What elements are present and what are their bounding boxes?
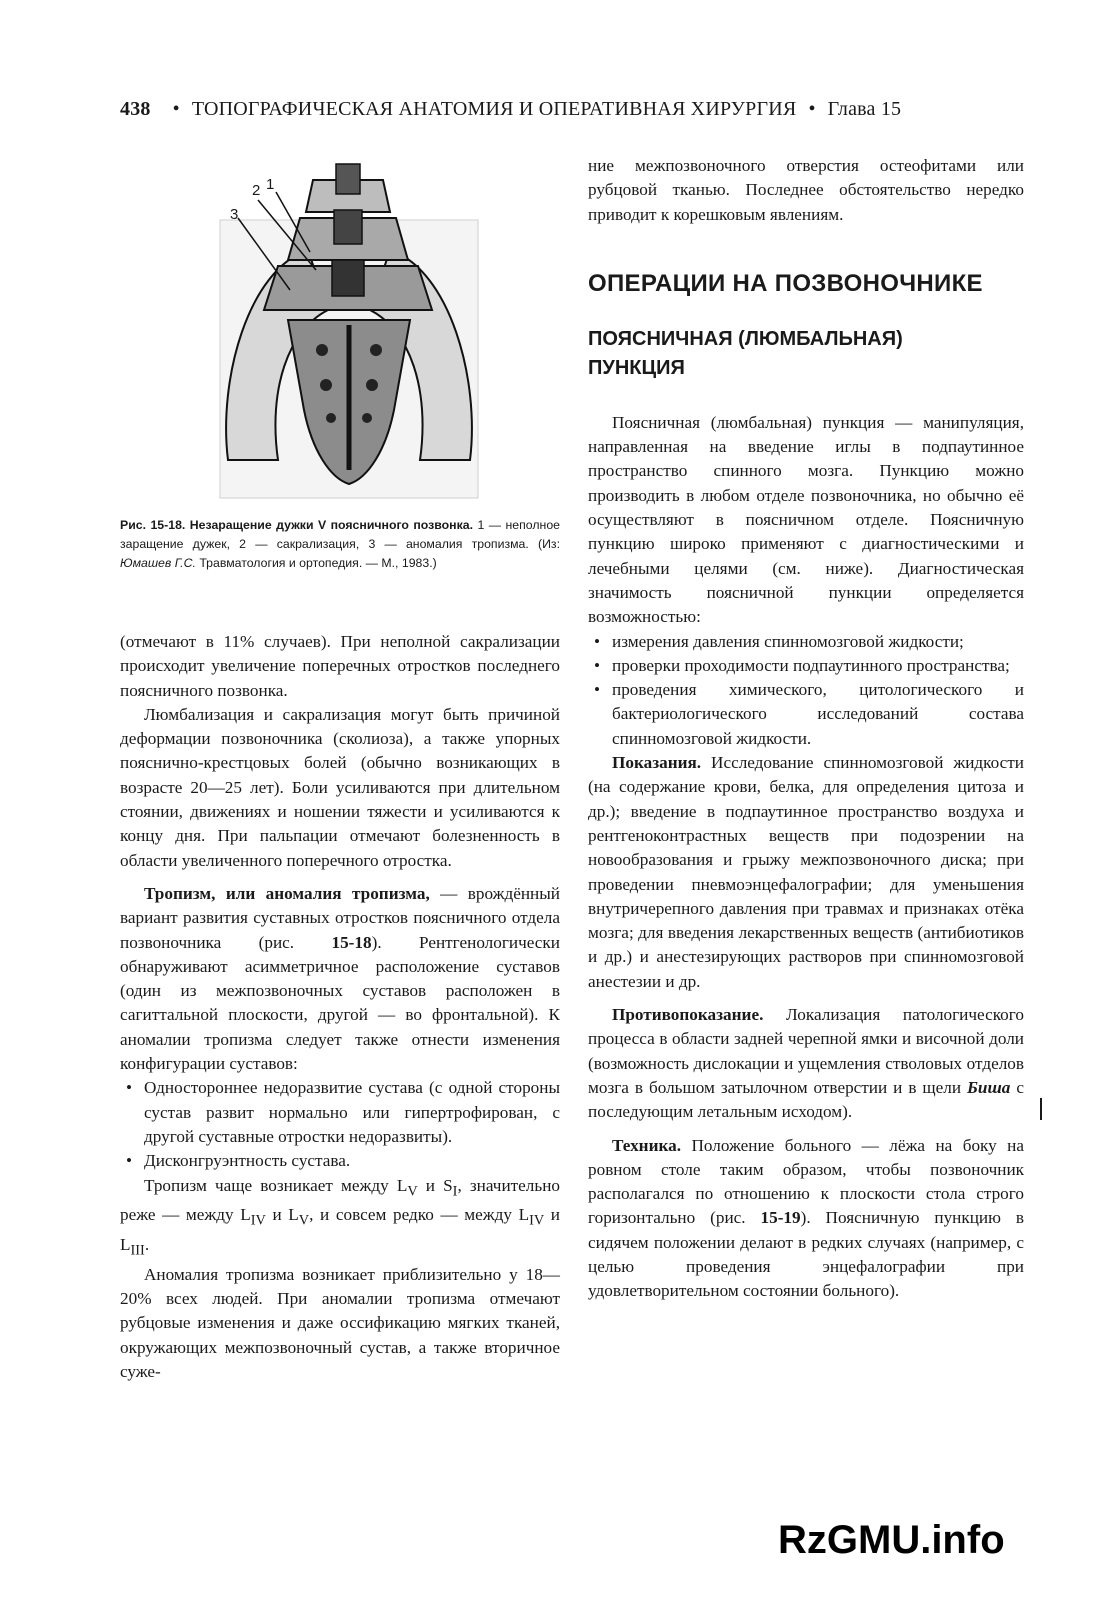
term-bichat: Биша [967, 1077, 1011, 1097]
list-item: • проверки проходимости подпаутинного пространства; [588, 654, 1024, 678]
paragraph-vertebrae [120, 1174, 560, 1263]
text-span: , значительно реже — между L [120, 1175, 560, 1225]
paragraph: Поясничная (люмбальная) пункция — манипуляция, направленная на введение иглы в подпаутинное пространство спинного мозга. Пункцию можно производить в любом отделе позвоночника, но обычно её осуществляют в поясничном отделе. Поясничную пункцию широко применяют с диагностическими и лечебными целями (см. ниже). Диагностическая значимость поясничной пункции определяется возможностью: [588, 412, 1024, 627]
list-item: • проведения химического, цитологического и бактериологического исследований состава спинномозговой жидкости. [588, 678, 1024, 751]
section-title: ОПЕРАЦИИ НА ПОЗВОНОЧНИКЕ [588, 269, 983, 297]
text-span: , и совсем редко — между L [309, 1205, 530, 1225]
list-item: • измерения давления спинномозговой жидкости; [588, 630, 1024, 654]
text-span: Положение больного — лёжа на боку на ровном столе таким образом, чтобы позвоночник располагался по отношению к плоскости стола строго горизонтально (рис. [588, 1135, 1024, 1228]
spine-drawing [218, 160, 480, 500]
list-item: • Одностороннее недоразвитие сустава (с одной стороны сустав развит нормально или гипертрофирован, с другой суставные отростки недоразвиты). [120, 1076, 560, 1149]
text-span: с последующим летальным исходом). [588, 1077, 1024, 1122]
subsection-title: ПОЯСНИЧНАЯ (ЛЮМБАЛЬНАЯ) ПУНКЦИЯ [588, 327, 903, 379]
paragraph: Аномалия тропизма возникает приблизительно у 18—20% всех людей. При аномалии тропизма отмечают рубцовые изменения и даже оссификацию мягких тканей, окружающих межпозвоночный сустав, а также вторичное суже- [120, 1264, 560, 1381]
watermark: RzGMU.info [778, 1518, 1005, 1562]
text-span: . [144, 1235, 150, 1254]
paragraph: Люмбализация и сакрализация могут быть причиной деформации позвоночника (сколиоза), а также упорных пояснично-крестцовых болей (обычно возникающих в возрасте 20—25 лет). Боли усиливаются при длительном стоянии, движениях и ношении тяжести и усиливаются к концу дня. При пальпации отмечают болезненность в области увеличенного поперечного отростка. [120, 704, 560, 870]
paragraph-indications [588, 751, 1024, 994]
subscript: I [452, 1182, 458, 1199]
text-span: и L [265, 1205, 299, 1225]
header-bullet-2: • [808, 98, 816, 120]
text-span: Локализация патологического процесса в области задней черепной ямки и височной доли (возможность дислокации и ущемления стволовых отделов мозга в большом затылочном отверстии и в щели [588, 1005, 1024, 1097]
text-span: — врождённый вариант развития суставных отростков поясничного отдела позвоночника (рис. [120, 883, 560, 952]
text-span: Исследование спинномозговой жидкости (на содержание крови, белка, для определения цитоза и др.); введение в подпаутинное пространство воздуха и рентгеноконтрастных веществ при подозрении на новообразования и грыжу межпозвоночного диска; при проведении пневмоэнцефалографии; для уменьшения внутричерепного давления при травмах и признаках отёка мозга; для введения лекарственных веществ (антибиотиков и др.) и анестезирующих растворов при спинномозговой анестезии и др. [588, 753, 1024, 991]
paragraph: ние межпозвоночного отверстия остеофитами или рубцовой тканью. Последнее обстоятельство нередко приводит к корешковым явлениям. [588, 156, 1024, 224]
figure-spine-illustration [218, 160, 480, 500]
bullet-list [120, 1076, 560, 1173]
paragraph-tropism [120, 882, 560, 1076]
left-column [120, 630, 560, 1384]
text-span: ). Рентгенологически обнаруживают асимметричное расположение суставов (один из межпозвоночных суставов расположен в сагиттальной плоскости, другой — во фронтальной). К аномалии тропизма следует также отнести изменения конфигурации суставов: [120, 932, 560, 1074]
paragraph: (отмечают в 11% случаев). При неполной сакрализации происходит увеличение поперечных отростков последнего поясничного позвонка. [120, 632, 560, 700]
figure-label-2: 1 [266, 176, 275, 193]
text-span: и L [120, 1205, 561, 1254]
figure-label-1: 2 [252, 182, 261, 199]
text-span: Тропизм чаще возникает между L [144, 1175, 408, 1195]
term-technique: Техника. [612, 1135, 682, 1155]
caption-source: Травматология и ортопедия. — М., 1983.) [195, 556, 437, 570]
figure-ref: 15-18 [331, 932, 372, 952]
subscript: IV [529, 1212, 545, 1229]
figure-ref: 15-19 [760, 1208, 801, 1228]
subscript: IV [250, 1212, 266, 1229]
paragraph-technique [588, 1134, 1024, 1304]
margin-change-bar [1040, 1098, 1042, 1120]
running-header [120, 98, 960, 121]
term-indications: Показания. [612, 753, 702, 773]
term-contraindication: Противопоказание. [612, 1005, 764, 1025]
caption-text: 1 — неполное заращение дужек, 2 — сакрализация, 3 — аномалия тропизма. (Из: [120, 518, 560, 551]
caption-lead: Рис. 15-18. Незаращение дужки V поясничного позвонка. [120, 518, 474, 532]
subscript: III [130, 1242, 145, 1259]
header-bullet: • [172, 98, 180, 120]
subscript: V [407, 1182, 418, 1199]
paragraph-contraindications [588, 1003, 1024, 1124]
caption-author: Юмашев Г.С. [120, 556, 196, 570]
text-span: ). Поясничную пункцию в сидячем положении делают в редких случаях (например, с целью проведения энцефалографии при удовлетворительном состоянии больного). [588, 1208, 1024, 1301]
right-column [588, 154, 1024, 1304]
bullet-list [588, 630, 1024, 751]
page-number: 438 [120, 98, 151, 120]
chapter-label: Глава 15 [827, 98, 902, 120]
book-title: ТОПОГРАФИЧЕСКАЯ АНАТОМИЯ И ОПЕРАТИВНАЯ ХИРУРГИЯ [191, 98, 797, 120]
text-span: и S [417, 1175, 453, 1195]
subscript: V [298, 1212, 310, 1229]
figure-caption [120, 516, 560, 573]
figure-label-3: 3 [230, 206, 239, 223]
term-tropism: Тропизм, или аномалия тропизма, [144, 883, 430, 903]
list-item: • Дисконгруэнтность сустава. [120, 1149, 560, 1173]
